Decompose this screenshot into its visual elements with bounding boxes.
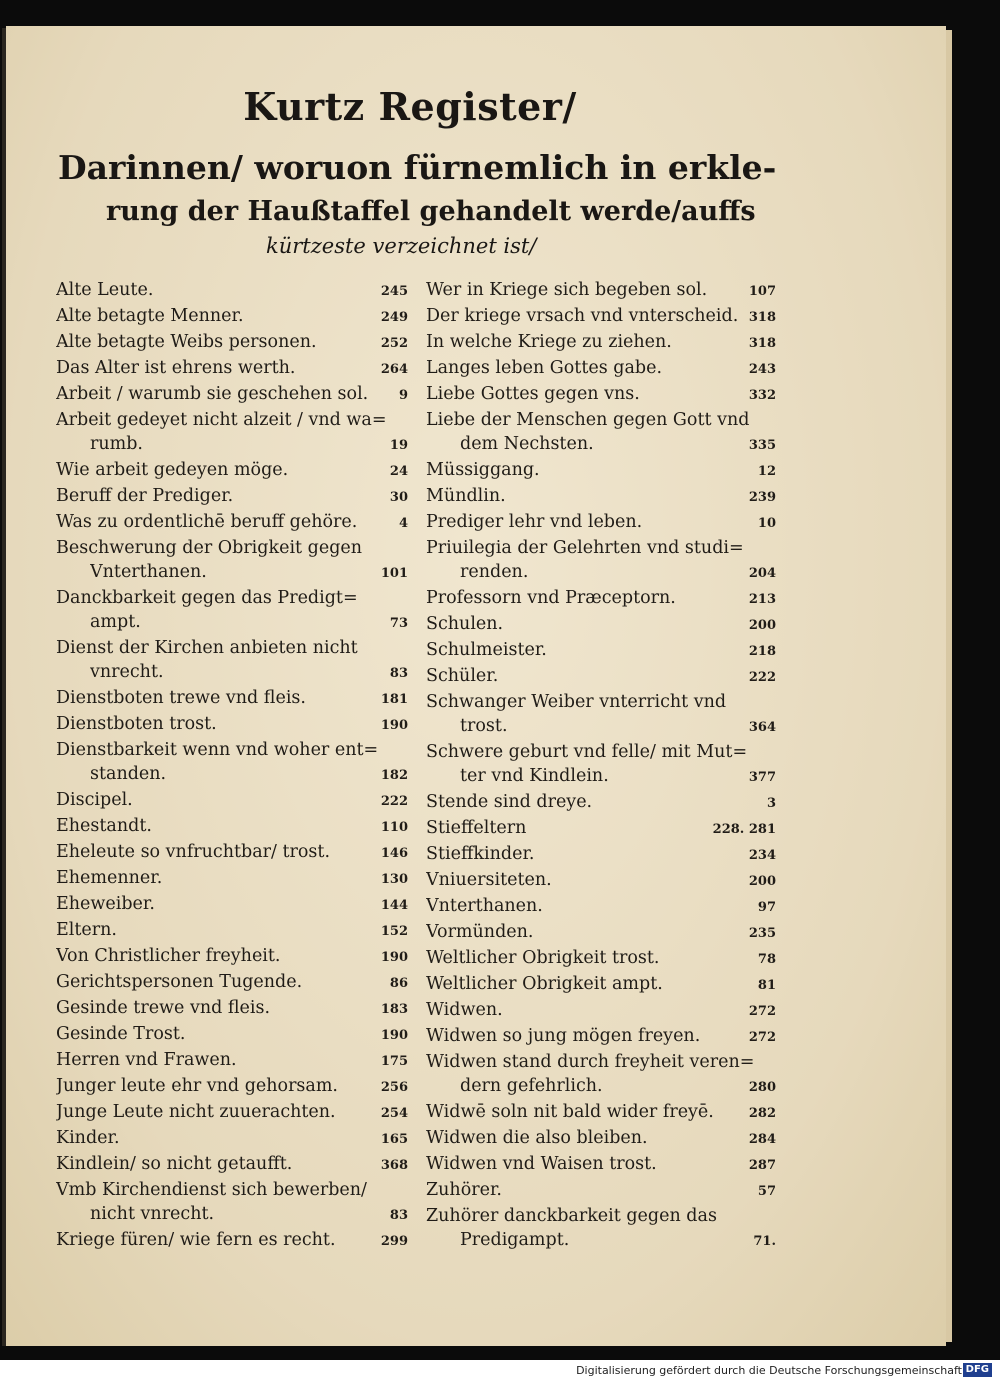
entry-label: Vniuersiteten. [426, 870, 552, 890]
index-entry [56, 738, 408, 788]
entry-page-number: 97 [757, 900, 776, 915]
index-entry [56, 1074, 408, 1100]
entry-label: Prediger lehr vnd leben. [426, 512, 643, 532]
entry-line [426, 1100, 776, 1126]
index-entry [56, 1152, 408, 1178]
index-entry [56, 686, 408, 712]
index-entry [56, 536, 408, 586]
index-entry [426, 612, 776, 638]
index-entry [426, 458, 776, 484]
entry-label: Kindlein/ so nicht getaufft. [56, 1154, 293, 1174]
index-entry [426, 664, 776, 690]
entry-label: Junge Leute nicht zuuerachten. [56, 1102, 336, 1122]
index-entry [56, 458, 408, 484]
index-entry [426, 894, 776, 920]
index-entry [56, 712, 408, 738]
entry-line [56, 1126, 408, 1152]
entry-page-number: 9 [398, 388, 408, 403]
index-entry [426, 842, 776, 868]
entry-label: nicht vnrecht. [90, 1204, 215, 1224]
index-entry [426, 946, 776, 972]
entry-label: Dienst der Kirchen anbieten nicht [56, 638, 358, 658]
index-entry [426, 638, 776, 664]
entry-line [56, 458, 408, 484]
index-entry [56, 636, 408, 686]
entry-page-number: 190 [380, 950, 408, 965]
entry-line [426, 946, 776, 972]
entry-page-number: 30 [389, 490, 408, 505]
entry-line [56, 304, 408, 330]
entry-page-number: 287 [748, 1158, 776, 1173]
index-entry [56, 408, 408, 458]
entry-label: Gesinde trewe vnd fleis. [56, 998, 271, 1018]
entry-label: Vnterthanen. [426, 896, 543, 916]
entry-page-number: 3 [766, 796, 776, 811]
entry-page-number: 183 [380, 1002, 408, 1017]
entry-line [56, 814, 408, 840]
entry-line [426, 842, 776, 868]
entry-continuation-line [426, 764, 776, 790]
entry-label: Wie arbeit gedeyen möge. [56, 460, 289, 480]
entry-line [426, 304, 776, 330]
entry-label: Beschwerung der Obrigkeit gegen [56, 538, 363, 558]
index-entry [426, 408, 776, 458]
entry-line [56, 712, 408, 738]
index-entry [426, 356, 776, 382]
entry-label: Alte betagte Menner. [56, 306, 244, 326]
entry-label: standen. [90, 764, 167, 784]
entry-continuation-line [426, 560, 776, 586]
entry-line [56, 892, 408, 918]
entry-line [426, 382, 776, 408]
entry-line [426, 894, 776, 920]
entry-line [426, 1050, 776, 1074]
entry-label: Stieffkinder. [426, 844, 535, 864]
entry-label: Danckbarkeit gegen das Predigt= [56, 588, 358, 608]
entry-label: Vnterthanen. [90, 562, 207, 582]
entry-label: Schwere geburt vnd felle/ mit Mut= [426, 742, 748, 762]
entry-page-number: 299 [380, 1234, 408, 1249]
entry-line [426, 408, 776, 432]
entry-line [56, 944, 408, 970]
entry-page-number: 190 [380, 1028, 408, 1043]
entry-label: Priuilegia der Gelehrten vnd studi= [426, 538, 744, 558]
entry-continuation-line [56, 762, 408, 788]
entry-page-number: 228. 281 [712, 822, 776, 837]
entry-page-number: 57 [757, 1184, 776, 1199]
entry-label: Alte betagte Weibs personen. [56, 332, 317, 352]
entry-line [56, 1178, 408, 1202]
entry-page-number: 252 [380, 336, 408, 351]
entry-page-number: 78 [757, 952, 776, 967]
entry-label: Widwen vnd Waisen trost. [426, 1154, 657, 1174]
entry-line [426, 1152, 776, 1178]
entry-line [56, 1100, 408, 1126]
entry-line [56, 1152, 408, 1178]
entry-label: Widwē soln nit bald wider freyē. [426, 1102, 714, 1122]
entry-label: Zuhörer. [426, 1180, 502, 1200]
index-entry [56, 330, 408, 356]
index-entry [56, 1228, 408, 1254]
index-entry [56, 586, 408, 636]
index-entry [426, 790, 776, 816]
index-entry [426, 1050, 776, 1100]
entry-page-number: 272 [748, 1004, 776, 1019]
subtitle-line-2: rung der Haußtaffel gehandelt werde/auffs [106, 196, 756, 227]
entry-line [56, 788, 408, 814]
index-entry [426, 868, 776, 894]
index-entry [56, 1022, 408, 1048]
entry-line [426, 1126, 776, 1152]
index-entry [426, 536, 776, 586]
entry-line [56, 1022, 408, 1048]
entry-line [56, 382, 408, 408]
entry-page-number: 318 [748, 336, 776, 351]
index-entry [426, 1178, 776, 1204]
entry-page-number: 200 [748, 874, 776, 889]
entry-continuation-line [426, 1074, 776, 1100]
entry-page-number: 254 [380, 1106, 408, 1121]
entry-label: Predigampt. [460, 1230, 570, 1250]
entry-page-number: 4 [398, 516, 408, 531]
entry-page-number: 368 [380, 1158, 408, 1173]
entry-page-number: 19 [389, 438, 408, 453]
entry-page-number: 71. [753, 1234, 776, 1249]
entry-label: Widwen stand durch freyheit veren= [426, 1052, 755, 1072]
entry-label: Stende sind dreye. [426, 792, 593, 812]
entry-line [426, 1178, 776, 1204]
entry-label: Schulen. [426, 614, 504, 634]
entry-line [426, 664, 776, 690]
entry-page-number: 222 [380, 794, 408, 809]
entry-page-number: 243 [748, 362, 776, 377]
entry-continuation-line [56, 560, 408, 586]
entry-page-number: 83 [389, 1208, 408, 1223]
index-entry [426, 510, 776, 536]
entry-label: Gerichtspersonen Tugende. [56, 972, 303, 992]
entry-line [56, 586, 408, 610]
entry-label: Der kriege vrsach vnd vnterscheid. [426, 306, 739, 326]
entry-page-number: 332 [748, 388, 776, 403]
entry-page-number: 264 [380, 362, 408, 377]
entry-page-number: 24 [389, 464, 408, 479]
index-entry [426, 740, 776, 790]
entry-label: Eltern. [56, 920, 117, 940]
entry-page-number: 101 [380, 566, 408, 581]
entry-line [56, 996, 408, 1022]
entry-line [56, 536, 408, 560]
entry-line [56, 278, 408, 304]
entry-label: Kriege füren/ wie fern es recht. [56, 1230, 336, 1250]
index-entry [56, 382, 408, 408]
entry-page-number: 110 [380, 820, 408, 835]
entry-page-number: 12 [757, 464, 776, 479]
entry-page-number: 213 [748, 592, 776, 607]
entry-page-number: 130 [380, 872, 408, 887]
entry-label: Vormünden. [426, 922, 534, 942]
entry-continuation-line [56, 1202, 408, 1228]
entry-line [426, 816, 776, 842]
index-entry [426, 816, 776, 842]
entry-page-number: 73 [389, 616, 408, 631]
entry-page-number: 175 [380, 1054, 408, 1069]
entry-page-number: 146 [380, 846, 408, 861]
index-entry [426, 1024, 776, 1050]
index-entry [426, 278, 776, 304]
entry-label: Dienstboten trost. [56, 714, 217, 734]
entry-label: Weltlicher Obrigkeit trost. [426, 948, 660, 968]
entry-page-number: 364 [748, 720, 776, 735]
entry-page-number: 245 [380, 284, 408, 299]
entry-label: Das Alter ist ehrens werth. [56, 358, 296, 378]
entry-line [426, 536, 776, 560]
entry-line [426, 356, 776, 382]
entry-line [426, 458, 776, 484]
index-entry [56, 866, 408, 892]
entry-label: Widwen so jung mögen freyen. [426, 1026, 701, 1046]
entry-label: Schwanger Weiber vnterricht vnd [426, 692, 727, 712]
entry-label: rumb. [90, 434, 143, 454]
entry-page-number: 81 [757, 978, 776, 993]
entry-line [56, 866, 408, 892]
index-entry [56, 944, 408, 970]
index-entry [56, 892, 408, 918]
index-entry [426, 382, 776, 408]
entry-label: Discipel. [56, 790, 133, 810]
index-entry [56, 278, 408, 304]
subtitle-line-3: kürtzeste verzeichnet ist/ [266, 234, 537, 258]
entry-continuation-line [426, 432, 776, 458]
entry-line [56, 636, 408, 660]
entry-page-number: 165 [380, 1132, 408, 1147]
entry-line [56, 1074, 408, 1100]
entry-continuation-line [426, 714, 776, 740]
entry-line [56, 840, 408, 866]
entry-line [426, 612, 776, 638]
entry-label: Arbeit gedeyet nicht alzeit / vnd wa= [56, 410, 387, 430]
entry-label: ampt. [90, 612, 141, 632]
index-entry [56, 970, 408, 996]
index-column-right [426, 278, 776, 1254]
entry-page-number: 190 [380, 718, 408, 733]
entry-line [56, 510, 408, 536]
entry-label: Wer in Kriege sich begeben sol. [426, 280, 708, 300]
entry-label: Alte Leute. [56, 280, 154, 300]
entry-line [426, 920, 776, 946]
entry-line [426, 790, 776, 816]
entry-label: vnrecht. [90, 662, 164, 682]
index-entry [426, 1204, 776, 1254]
index-entry [426, 1126, 776, 1152]
entry-label: Kinder. [56, 1128, 120, 1148]
entry-page-number: 335 [748, 438, 776, 453]
entry-continuation-line [56, 432, 408, 458]
entry-label: Ehestandt. [56, 816, 152, 836]
index-entry [56, 510, 408, 536]
entry-line [426, 484, 776, 510]
entry-line [426, 998, 776, 1024]
entry-label: dem Nechsten. [460, 434, 594, 454]
index-entry [56, 814, 408, 840]
entry-page-number: 107 [748, 284, 776, 299]
entry-label: Weltlicher Obrigkeit ampt. [426, 974, 663, 994]
index-entry [56, 356, 408, 382]
entry-label: ter vnd Kindlein. [460, 766, 609, 786]
index-entry [56, 1048, 408, 1074]
entry-line [56, 1048, 408, 1074]
entry-label: dern gefehrlich. [460, 1076, 603, 1096]
entry-label: Junger leute ehr vnd gehorsam. [56, 1076, 338, 1096]
entry-label: Schulmeister. [426, 640, 547, 660]
entry-page-number: 152 [380, 924, 408, 939]
entry-line [426, 1204, 776, 1228]
index-entry [426, 972, 776, 998]
entry-label: Schüler. [426, 666, 499, 686]
entry-page-number: 222 [748, 670, 776, 685]
entry-label: Liebe Gottes gegen vns. [426, 384, 640, 404]
index-column-left [56, 278, 408, 1254]
index-entry [56, 918, 408, 944]
entry-page-number: 282 [748, 1106, 776, 1121]
entry-label: Herren vnd Frawen. [56, 1050, 237, 1070]
entry-line [56, 330, 408, 356]
entry-label: Von Christlicher freyheit. [56, 946, 281, 966]
index-entry [56, 484, 408, 510]
entry-label: Arbeit / warumb sie geschehen sol. [56, 384, 369, 404]
entry-line [426, 740, 776, 764]
entry-label: Was zu ordentlichē beruff gehöre. [56, 512, 358, 532]
entry-label: Beruff der Prediger. [56, 486, 234, 506]
index-entry [426, 1100, 776, 1126]
index-entry [426, 690, 776, 740]
dfg-logo: DFG [963, 1363, 992, 1377]
entry-line [426, 638, 776, 664]
entry-label: Stieffeltern [426, 818, 527, 838]
entry-label: Ehemenner. [56, 868, 163, 888]
entry-page-number: 200 [748, 618, 776, 633]
index-entry [56, 304, 408, 330]
entry-page-number: 377 [748, 770, 776, 785]
footer-credit: Digitalisierung gefördert durch die Deutsche Forschungsgemeinschaft [576, 1364, 962, 1377]
index-entry [56, 1178, 408, 1228]
entry-line [426, 330, 776, 356]
index-entry [426, 998, 776, 1024]
entry-label: Widwen die also bleiben. [426, 1128, 648, 1148]
entry-label: Professorn vnd Præceptorn. [426, 588, 676, 608]
entry-page-number: 239 [748, 490, 776, 505]
entry-label: Langes leben Gottes gabe. [426, 358, 663, 378]
entry-line [426, 510, 776, 536]
index-entry [426, 586, 776, 612]
entry-page-number: 235 [748, 926, 776, 941]
entry-page-number: 234 [748, 848, 776, 863]
entry-line [426, 278, 776, 304]
index-entry [426, 1152, 776, 1178]
entry-continuation-line [426, 1228, 776, 1254]
entry-label: Dienstboten trewe vnd fleis. [56, 688, 306, 708]
entry-page-number: 182 [380, 768, 408, 783]
entry-line [426, 586, 776, 612]
entry-line [56, 1228, 408, 1254]
entry-page-number: 256 [380, 1080, 408, 1095]
entry-label: Widwen. [426, 1000, 503, 1020]
entry-label: Vmb Kirchendienst sich bewerben/ [56, 1180, 367, 1200]
entry-page-number: 218 [748, 644, 776, 659]
entry-continuation-line [56, 610, 408, 636]
entry-line [56, 686, 408, 712]
entry-label: Eheleute so vnfruchtbar/ trost. [56, 842, 331, 862]
entry-label: renden. [460, 562, 529, 582]
entry-page-number: 86 [389, 976, 408, 991]
entry-page-number: 272 [748, 1030, 776, 1045]
entry-line [56, 918, 408, 944]
entry-label: Zuhörer danckbarkeit gegen das [426, 1206, 717, 1226]
index-entry [426, 330, 776, 356]
entry-page-number: 318 [748, 310, 776, 325]
entry-page-number: 144 [380, 898, 408, 913]
entry-line [426, 690, 776, 714]
index-entry [426, 484, 776, 510]
index-entry [426, 920, 776, 946]
entry-label: Gesinde Trost. [56, 1024, 186, 1044]
entry-label: Mündlin. [426, 486, 506, 506]
entry-label: Müssiggang. [426, 460, 540, 480]
entry-page-number: 284 [748, 1132, 776, 1147]
entry-line [56, 970, 408, 996]
index-entry [56, 996, 408, 1022]
entry-label: Dienstbarkeit wenn vnd woher ent= [56, 740, 379, 760]
entry-page-number: 181 [380, 692, 408, 707]
subtitle-line-1: Darinnen/ woruon fürnemlich in erkle- [58, 148, 777, 187]
entry-page-number: 10 [757, 516, 776, 531]
entry-line [426, 1024, 776, 1050]
entry-line [426, 972, 776, 998]
entry-label: Liebe der Menschen gegen Gott vnd [426, 410, 750, 430]
entry-continuation-line [56, 660, 408, 686]
entry-line [56, 484, 408, 510]
index-entry [56, 840, 408, 866]
index-entry [426, 304, 776, 330]
entry-page-number: 204 [748, 566, 776, 581]
entry-page-number: 83 [389, 666, 408, 681]
entry-label: trost. [460, 716, 508, 736]
entry-label: Eheweiber. [56, 894, 155, 914]
entry-line [56, 356, 408, 382]
entry-page-number: 280 [748, 1080, 776, 1095]
index-entry [56, 1100, 408, 1126]
entry-line [56, 738, 408, 762]
entry-label: In welche Kriege zu ziehen. [426, 332, 672, 352]
index-entry [56, 788, 408, 814]
entry-line [56, 408, 408, 432]
page-title: Kurtz Register/ [243, 84, 577, 129]
entry-page-number: 249 [380, 310, 408, 325]
entry-line [426, 868, 776, 894]
index-entry [56, 1126, 408, 1152]
page-edge-right [946, 30, 952, 1342]
